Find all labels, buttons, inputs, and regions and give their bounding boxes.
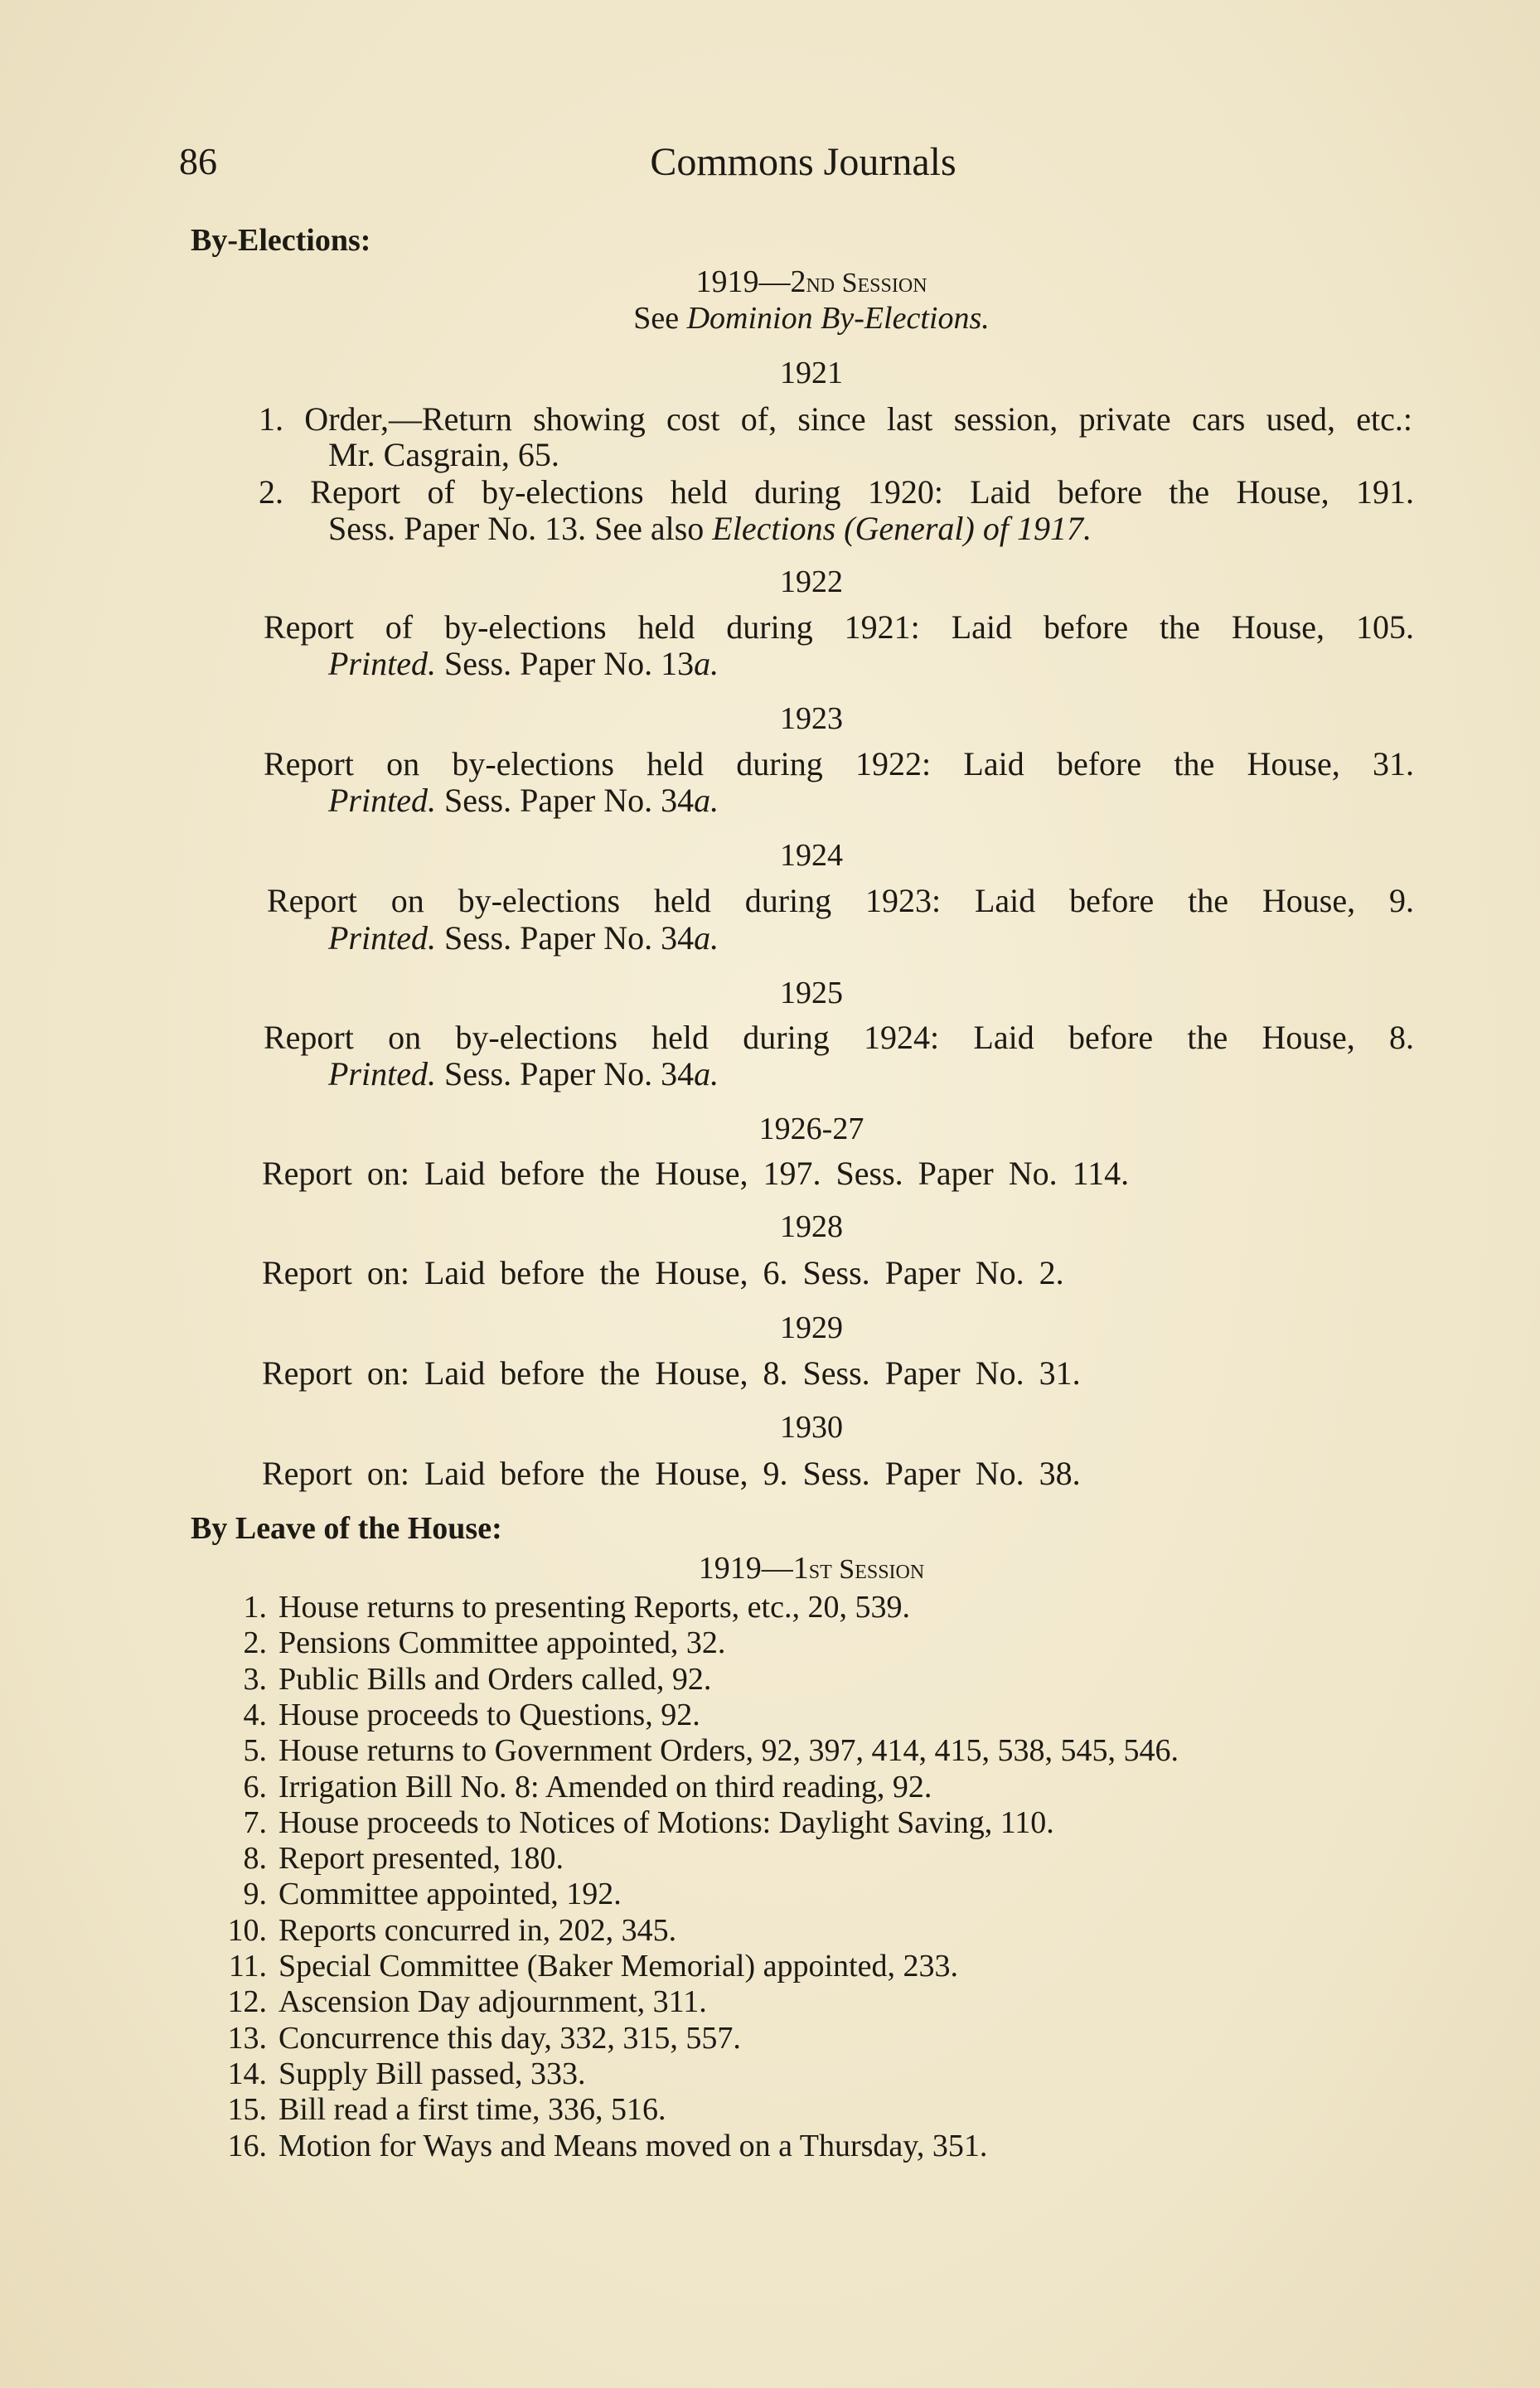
entry-1925-line2 — [328, 1054, 719, 1093]
entry-1921-2-line2 — [328, 509, 1092, 548]
session-year: 1919—1 — [698, 1551, 809, 1586]
entry-text: Sess. Paper No. 13. See also — [328, 510, 713, 547]
item-text: Supply Bill passed, 333. — [278, 2056, 586, 2091]
item-number: 1. — [243, 1590, 267, 1625]
session-year: 1919—2 — [695, 264, 806, 299]
list-item — [217, 1589, 910, 1625]
list-item — [217, 1625, 725, 1661]
page-title: Commons Journals — [650, 140, 956, 184]
item-text: Public Bills and Orders called, 92. — [278, 1661, 712, 1697]
section-heading-by-elections: By-Elections: — [191, 223, 371, 258]
paper-no: Sess. Paper No. 34 — [435, 919, 695, 957]
year-1924: 1924 — [780, 838, 843, 873]
item-text: House returns to Government Orders, 92, 397, 414, 415, 538, 545, 546. — [278, 1733, 1179, 1769]
page-number: 86 — [179, 140, 217, 182]
list-item — [217, 1876, 622, 1912]
entry-1921-1-line2: Mr. Casgrain, 65. — [328, 436, 559, 473]
printed-label: Printed. — [328, 645, 436, 682]
section-heading-by-leave: By Leave of the House: — [191, 1511, 502, 1546]
session-1919-2nd — [0, 264, 1540, 300]
list-item — [217, 1840, 564, 1877]
entry-1926-27: Report on: Laid before the House, 197. Sess. Paper No. 114. — [262, 1155, 1130, 1192]
item-number: 15. — [227, 2092, 267, 2128]
entry-1924-line2 — [328, 918, 719, 957]
item-number: 5. — [243, 1733, 267, 1769]
entry-1929: Report on: Laid before the House, 8. Sess. Paper No. 31. — [262, 1354, 1081, 1392]
item-number: 3. — [243, 1661, 267, 1697]
paper-suffix: a. — [694, 645, 719, 682]
item-text: Pensions Committee appointed, 32. — [278, 1625, 726, 1661]
session-1919-1st — [0, 1550, 1540, 1586]
year-1928: 1928 — [780, 1209, 843, 1244]
item-text: Committee appointed, 192. — [278, 1877, 622, 1912]
entry-1923-line1: Report on by-elections held during 1922: Laid before the House, 31. — [264, 745, 1414, 782]
item-number: 16. — [227, 2128, 267, 2163]
list-item — [217, 2091, 666, 2128]
year-1925: 1925 — [780, 976, 843, 1010]
year-1926-27: 1926-27 — [758, 1112, 864, 1146]
year-1921: 1921 — [780, 356, 843, 390]
item-text: Concurrence this day, 332, 315, 557. — [278, 2020, 741, 2056]
item-text: Motion for Ways and Means moved on a Thursday, 351. — [278, 2128, 988, 2163]
item-number: 10. — [227, 1912, 267, 1948]
item-text: Irrigation Bill No. 8: Amended on third reading, 92. — [278, 1769, 932, 1804]
see-reference — [0, 300, 1540, 337]
item-number: 4. — [243, 1697, 267, 1732]
list-item — [217, 2020, 741, 2056]
entry-1930: Report on: Laid before the House, 9. Sess. Paper No. 38. — [262, 1455, 1081, 1492]
item-number: 9. — [243, 1877, 267, 1912]
entry-1921-1-line1: 1. Order,—Return showing cost of, since last session, private cars used, etc.: — [259, 400, 1412, 438]
entry-1921-2-line1: 2. Report of by-elections held during 1920: Laid before the House, 191. — [259, 473, 1414, 511]
printed-label: Printed. — [328, 782, 436, 819]
see-target: Dominion By-Elections. — [686, 301, 990, 336]
list-item — [217, 1697, 700, 1733]
entry-1928: Report on: Laid before the House, 6. Sess. Paper No. 2. — [262, 1254, 1064, 1291]
list-item — [217, 1804, 1054, 1841]
paper-suffix: a. — [694, 782, 719, 819]
item-text: House returns to presenting Reports, etc., 20, 539. — [278, 1590, 910, 1625]
year-1930: 1930 — [780, 1410, 843, 1445]
item-number: 13. — [227, 2020, 267, 2056]
session-label: st Session — [808, 1554, 925, 1585]
item-text: Bill read a first time, 336, 516. — [278, 2092, 666, 2128]
item-number: 12. — [227, 1984, 267, 2020]
item-number: 11. — [228, 1949, 267, 1984]
item-number: 14. — [227, 2056, 267, 2091]
item-number: 2. — [243, 1625, 267, 1661]
paper-no: Sess. Paper No. 34 — [435, 782, 695, 819]
item-text: Report presented, 180. — [278, 1841, 564, 1877]
entry-1924-line1: Report on by-elections held during 1923: Laid before the House, 9. — [267, 882, 1414, 919]
entry-1922-line1: Report of by-elections held during 1921: Laid before the House, 105. — [264, 608, 1414, 646]
entry-1923-line2 — [328, 781, 719, 820]
printed-label: Printed. — [328, 1055, 436, 1092]
item-text: House proceeds to Questions, 92. — [278, 1697, 700, 1732]
year-1923: 1923 — [780, 701, 843, 736]
paper-suffix: a. — [694, 919, 719, 957]
list-item — [217, 1661, 711, 1698]
list-item — [217, 1912, 676, 1949]
list-item — [217, 1769, 932, 1805]
paper-no: Sess. Paper No. 34 — [435, 1055, 695, 1092]
see-text: See — [633, 301, 687, 336]
year-1929: 1929 — [780, 1310, 843, 1345]
paper-suffix: a. — [694, 1055, 719, 1092]
item-number: 8. — [243, 1841, 267, 1877]
item-text: Reports concurred in, 202, 345. — [278, 1912, 677, 1948]
list-item — [217, 1984, 707, 2020]
session-label: nd Session — [806, 268, 927, 298]
item-text: House proceeds to Notices of Motions: Daylight Saving, 110. — [278, 1804, 1054, 1840]
list-item — [217, 2056, 586, 2092]
entry-1925-line1: Report on by-elections held during 1924: Laid before the House, 8. — [264, 1019, 1414, 1056]
list-item — [217, 2128, 987, 2164]
item-number: 7. — [243, 1804, 267, 1840]
cross-reference: Elections (General) of 1917. — [712, 510, 1092, 547]
list-item — [217, 1948, 958, 1984]
year-1922: 1922 — [780, 564, 843, 599]
paper-no: Sess. Paper No. 13 — [435, 645, 695, 682]
item-text: Ascension Day adjournment, 311. — [278, 1984, 707, 2020]
printed-label: Printed. — [328, 919, 436, 957]
item-text: Special Committee (Baker Memorial) appointed, 233. — [278, 1949, 958, 1984]
entry-1922-line2 — [328, 644, 719, 683]
list-item — [217, 1732, 1179, 1769]
item-number: 6. — [243, 1769, 267, 1804]
